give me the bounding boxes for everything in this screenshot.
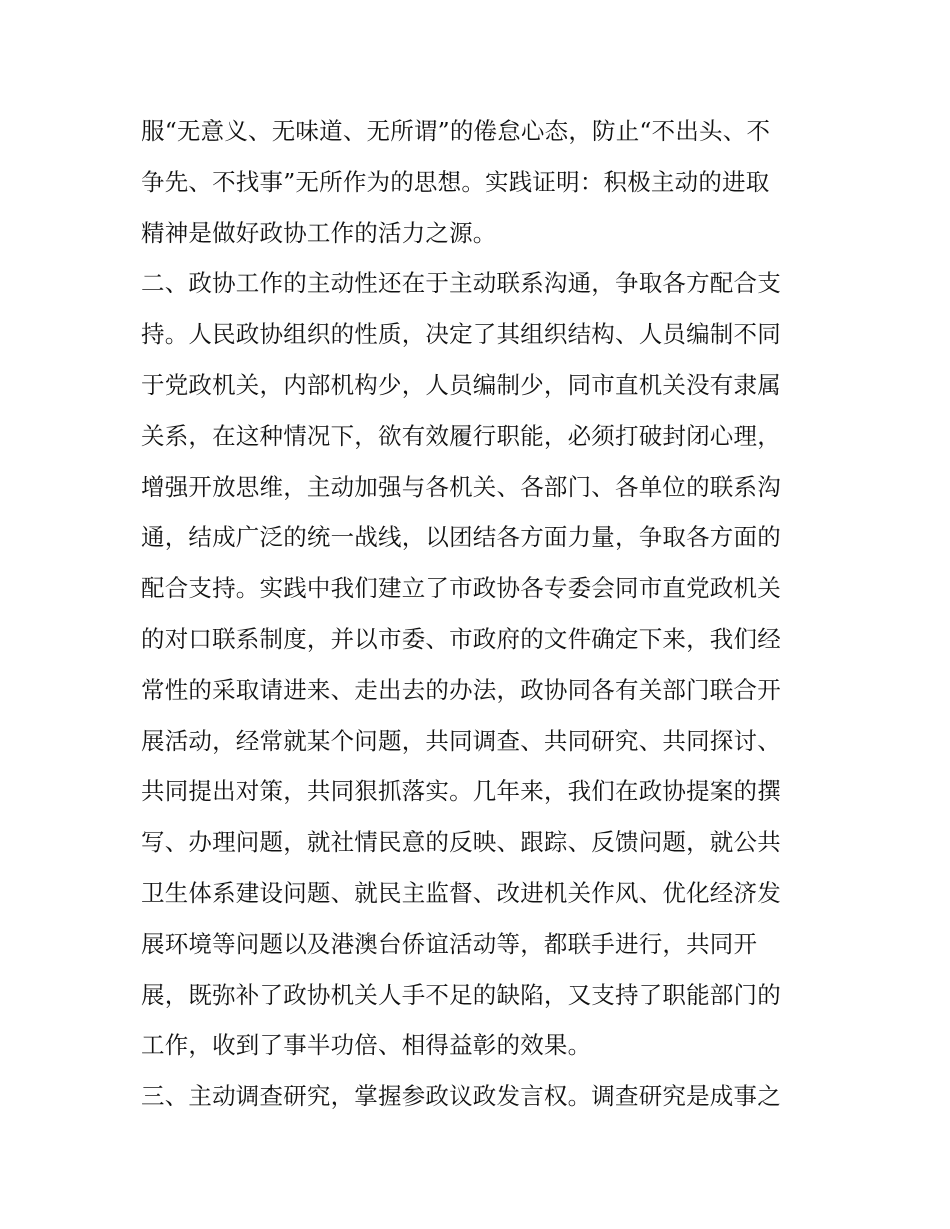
text-line: 通，结成广泛的统一战线，以团结各方面力量，争取各方面的 <box>141 523 781 552</box>
text-line: 工作，收到了事半功倍、相得益彰的效果。 <box>141 1031 592 1060</box>
text-line: 精神是做好政协工作的活力之源。 <box>141 218 497 247</box>
text-line: 二、政协工作的主动性还在于主动联系沟通，争取各方配合支 <box>141 269 781 298</box>
text-line: 共同提出对策，共同狠抓落实。几年来，我们在政协提案的撰 <box>141 777 781 806</box>
text-line: 展活动，经常就某个问题，共同调查、共同研究、共同探讨、 <box>141 726 781 755</box>
text-line: 写、办理问题，就社情民意的反映、跟踪、反馈问题，就公共 <box>141 828 781 857</box>
body-text <box>141 106 821 1122</box>
text-line: 关系，在这种情况下，欲有效履行职能，必须打破封闭心理， <box>141 421 781 450</box>
text-line: 三、主动调查研究，掌握参政议政发言权。调查研究是成事之 <box>141 1082 781 1111</box>
text-line: 常性的采取请进来、走出去的办法，政协同各有关部门联合开 <box>141 675 781 704</box>
text-line: 卫生体系建设问题、就民主监督、改进机关作风、优化经济发 <box>141 878 781 907</box>
text-line: 持。人民政协组织的性质，决定了其组织结构、人员编制不同 <box>141 320 781 349</box>
text-line: 增强开放思维，主动加强与各机关、各部门、各单位的联系沟 <box>141 472 781 501</box>
text-line: 展环境等问题以及港澳台侨谊活动等，都联手进行，共同开 <box>141 929 758 958</box>
text-line: 展，既弥补了政协机关人手不足的缺陷，又支持了职能部门的 <box>141 980 781 1009</box>
text-line: 争先、不找事”无所作为的思想。实践证明：积极主动的进取 <box>141 167 770 196</box>
text-line: 配合支持。实践中我们建立了市政协各专委会同市直党政机关 <box>141 574 781 603</box>
text-line: 于党政机关，内部机构少，人员编制少，同市直机关没有隶属 <box>141 370 781 399</box>
text-line: 的对口联系制度，并以市委、市政府的文件确定下来，我们经 <box>141 624 781 653</box>
text-line: 服“无意义、无味道、无所谓”的倦怠心态，防止“不出头、不 <box>141 117 771 145</box>
